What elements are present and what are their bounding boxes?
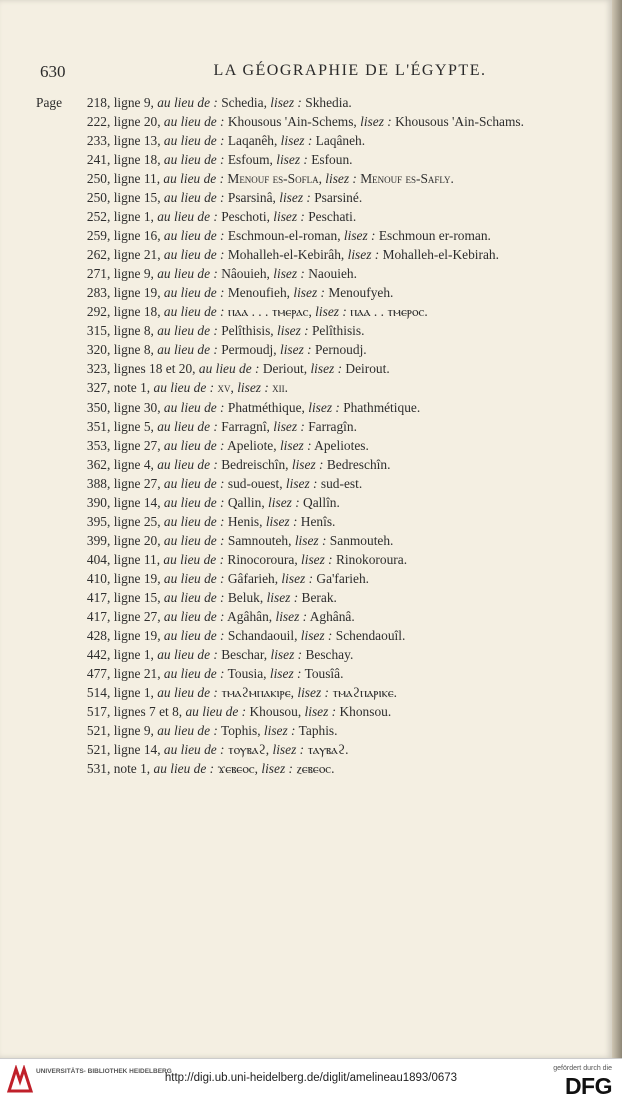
errata-page-number: 395 — [86, 513, 107, 529]
errata-page-number: 353 — [86, 437, 107, 453]
errata-page-number: 417 — [86, 608, 107, 624]
errata-text: Pernoudj. — [311, 342, 367, 358]
errata-phrase: lisez : — [360, 114, 392, 130]
errata-phrase: lisez : — [275, 608, 308, 624]
errata-text: Tousîâ. — [301, 665, 344, 681]
errata-text: , ligne 15, — [107, 190, 164, 206]
errata-page-number: 250 — [86, 171, 107, 187]
errata-text: Tophis, — [217, 723, 264, 739]
errata-text: , ligne 9, — [107, 723, 158, 739]
errata-text: ⲧⲙⲁϩⲡⲁⲣⲓⲕⲉ. — [328, 684, 398, 700]
errata-phrase: au lieu de : — [163, 304, 225, 320]
errata-text: Phathmétique. — [339, 399, 421, 415]
errata-phrase: lisez : — [270, 646, 303, 662]
errata-text: Taphis. — [295, 723, 338, 739]
errata-text: , ligne 1, — [107, 646, 158, 662]
errata-line — [36, 283, 556, 302]
errata-text: Eschmoun-el-roman, — [224, 228, 344, 244]
errata-phrase: lisez : — [325, 171, 357, 187]
errata-page-number: 410 — [86, 570, 107, 586]
errata-phrase: au lieu de : — [163, 228, 225, 244]
errata-text: , ligne 13, — [107, 133, 164, 149]
errata-text: , ligne 8, — [107, 342, 158, 358]
errata-text: Menouf es-Sofla — [227, 171, 319, 187]
errata-page-number: 252 — [86, 209, 107, 225]
errata-line — [36, 531, 556, 550]
errata-text: Qallin, — [224, 494, 269, 510]
errata-list — [36, 93, 556, 778]
errata-text: , ligne 8, — [107, 323, 158, 339]
errata-phrase: lisez : — [273, 418, 305, 434]
errata-line — [36, 359, 556, 378]
errata-phrase: au lieu de : — [163, 551, 225, 567]
errata-text: Phatméthique, — [224, 399, 309, 415]
errata-phrase: lisez : — [272, 742, 305, 758]
errata-line — [36, 188, 556, 207]
errata-text: Skhedia. — [301, 95, 352, 110]
errata-phrase: lisez : — [293, 285, 325, 301]
errata-phrase: au lieu de : — [163, 171, 225, 187]
errata-text: Schandaouil, — [224, 627, 301, 643]
errata-text: Rinocoroura, — [224, 551, 302, 567]
errata-text: , ligne 16, — [107, 228, 164, 244]
errata-line — [36, 321, 556, 340]
errata-phrase: au lieu de : — [185, 704, 247, 719]
errata-text: Nâouieh, — [217, 266, 274, 282]
errata-line — [36, 112, 556, 131]
errata-phrase: au lieu de : — [163, 247, 225, 263]
errata-line — [36, 740, 556, 759]
errata-phrase: lisez : — [273, 266, 305, 282]
errata-text: Khousous 'Ain-Schams. — [391, 114, 524, 130]
errata-text: , ligne 14, — [107, 494, 164, 510]
errata-text: Deriout, — [259, 361, 311, 377]
errata-phrase: lisez : — [315, 304, 347, 320]
errata-text: Menoufyeh. — [324, 285, 394, 301]
errata-text: xv — [217, 380, 231, 396]
errata-phrase: au lieu de : — [163, 152, 225, 168]
errata-text: . — [450, 171, 454, 187]
errata-line — [36, 169, 556, 188]
errata-phrase: lisez : — [279, 437, 312, 453]
errata-phrase: au lieu de : — [163, 608, 225, 624]
errata-text: , ligne 19, — [107, 285, 164, 301]
errata-page-number: 404 — [86, 551, 107, 567]
errata-text: xii — [272, 380, 285, 396]
errata-phrase: lisez : — [276, 152, 308, 168]
errata-page-number: 250 — [86, 190, 107, 206]
errata-page-number: 218 — [86, 95, 107, 110]
errata-phrase: au lieu de : — [163, 665, 225, 681]
errata-text: Beschar, — [217, 646, 271, 662]
errata-page-number: 327 — [86, 380, 107, 396]
errata-text: , — [318, 171, 326, 187]
errata-text: Sanmouteh. — [326, 532, 394, 548]
errata-phrase: lisez : — [343, 228, 376, 244]
errata-text: , ligne 25, — [107, 513, 164, 529]
errata-text: Qallîn. — [299, 494, 340, 510]
errata-text: , ligne 27, — [107, 475, 164, 491]
errata-text: , ligne 21, — [107, 247, 164, 263]
errata-line — [36, 226, 556, 245]
errata-page-number: 233 — [86, 133, 107, 149]
errata-line — [36, 245, 556, 264]
errata-phrase: lisez : — [270, 95, 302, 110]
running-title: LA GÉOGRAPHIE DE L'ÉGYPTE. — [213, 62, 487, 79]
page-header — [40, 62, 580, 86]
errata-line — [36, 264, 556, 283]
errata-text: Schendaouîl. — [332, 627, 406, 643]
errata-phrase: au lieu de : — [163, 190, 225, 206]
errata-text: Menouf es-Safly — [360, 171, 451, 187]
errata-text: Laqanêh, — [224, 133, 281, 149]
errata-text: , — [230, 380, 238, 396]
errata-text: Farragîn. — [304, 418, 357, 434]
errata-phrase: au lieu de : — [163, 532, 225, 548]
errata-text: Apeliote, — [224, 437, 280, 453]
errata-line — [36, 93, 556, 112]
dfg-logo: DFG — [564, 1073, 612, 1099]
errata-phrase: lisez : — [279, 190, 311, 206]
errata-text: Beschay. — [302, 646, 354, 662]
errata-text: , ligne 20, — [107, 532, 164, 548]
errata-text: , ligne 18, — [107, 152, 164, 168]
errata-line — [36, 455, 556, 474]
errata-line — [36, 302, 556, 321]
errata-text: , ligne 9, — [107, 95, 158, 110]
errata-page-number: 388 — [86, 475, 107, 491]
errata-page-number: 259 — [86, 228, 107, 244]
errata-phrase: au lieu de : — [157, 209, 218, 225]
errata-text: Esfoum, — [224, 152, 277, 168]
errata-text: , ligne 27, — [107, 608, 164, 624]
errata-text: ⲡⲁⲁ . . ⲧⲙⲉⲣⲟⲥ. — [346, 304, 428, 320]
errata-phrase: lisez : — [277, 323, 309, 339]
errata-phrase: au lieu de : — [163, 589, 225, 605]
errata-text: Naouieh. — [304, 266, 357, 282]
errata-text: , ligne 18, — [107, 304, 164, 320]
errata-page-number: 417 — [86, 589, 107, 605]
errata-text: Agâhân, — [224, 608, 276, 624]
errata-phrase: lisez : — [308, 399, 340, 415]
errata-phrase: au lieu de : — [163, 494, 225, 510]
errata-page-number: 477 — [86, 665, 107, 681]
errata-phrase: au lieu de : — [163, 627, 225, 643]
errata-text: Eschmoun er-roman. — [375, 228, 491, 244]
errata-text: , ligne 27, — [107, 437, 164, 453]
errata-phrase: au lieu de : — [163, 285, 225, 301]
errata-text: Psarsiné. — [310, 190, 363, 206]
errata-phrase: au lieu de : — [157, 456, 218, 472]
errata-phrase: au lieu de : — [163, 513, 225, 529]
errata-text: , ligne 15, — [107, 589, 164, 605]
library-name: UNIVERSITÄTS- BIBLIOTHEK HEIDELBERG — [36, 1068, 172, 1075]
errata-phrase: lisez : — [280, 133, 313, 149]
errata-line — [36, 378, 556, 397]
errata-text: Apeliotes. — [311, 437, 369, 453]
errata-phrase: lisez : — [265, 513, 298, 529]
errata-text: Henis, — [224, 513, 266, 529]
errata-text: ϫⲉⲃⲉⲟⲥ, — [214, 761, 262, 777]
errata-line — [36, 150, 556, 169]
errata-text: , ligne 14, — [107, 742, 164, 758]
errata-text: Permoudj, — [217, 342, 280, 358]
errata-page-number: 351 — [86, 418, 107, 434]
errata-text: Farragnî, — [217, 418, 274, 434]
errata-text: Schedia, — [217, 95, 271, 110]
footer-bar — [0, 1058, 622, 1103]
errata-phrase: au lieu de : — [157, 323, 218, 339]
errata-phrase: au lieu de : — [157, 723, 218, 739]
errata-phrase: lisez : — [294, 532, 327, 548]
funder-note: gefördert durch die — [553, 1065, 612, 1072]
errata-page-number: 241 — [86, 152, 107, 168]
errata-text: , ligne 11, — [107, 551, 164, 567]
errata-text: Peschati. — [304, 209, 357, 225]
errata-phrase: au lieu de : — [163, 399, 225, 415]
errata-text: , ligne 1, — [107, 209, 158, 225]
errata-page-number: 320 — [86, 342, 107, 358]
errata-line — [36, 550, 556, 569]
errata-text: . — [284, 380, 289, 396]
errata-phrase: lisez : — [279, 342, 312, 358]
errata-text: Gâfarieh, — [224, 570, 282, 586]
errata-line — [36, 569, 556, 588]
errata-phrase: lisez : — [261, 761, 293, 777]
page-edge — [612, 0, 622, 1058]
errata-text: Mohalleh-el-Kebirâh, — [224, 247, 348, 263]
errata-text: ⲧⲁⲩⲃⲁϩ. — [304, 742, 349, 758]
errata-text: Ga'farieh. — [313, 570, 369, 586]
errata-text: , ligne 4, — [107, 456, 158, 472]
errata-text: Esfoun. — [307, 152, 353, 168]
errata-text: ⲧⲟⲩⲃⲁϩ, — [224, 742, 273, 758]
errata-line — [36, 207, 556, 226]
errata-page-number: 531 — [86, 761, 107, 777]
errata-text: , ligne 5, — [107, 418, 158, 434]
errata-text: Peschoti, — [217, 209, 274, 225]
errata-phrase: au lieu de : — [157, 684, 218, 700]
errata-phrase: au lieu de : — [153, 761, 215, 777]
errata-page-number: 521 — [86, 723, 107, 739]
errata-text: Psarsinâ, — [224, 190, 280, 206]
errata-text: , ligne 19, — [107, 627, 164, 643]
errata-phrase: lisez : — [304, 704, 337, 719]
errata-page-number: 271 — [86, 266, 107, 282]
errata-text: Berak. — [298, 589, 337, 605]
errata-page-number: 514 — [86, 684, 107, 700]
errata-text: Bedreischîn, — [217, 456, 292, 472]
errata-page-number: 428 — [86, 627, 107, 643]
errata-page-number: 283 — [86, 285, 107, 301]
errata-page-number: 517 — [86, 704, 107, 719]
page-number: 630 — [40, 62, 66, 81]
errata-text: , lignes 7 et 8, — [107, 704, 186, 719]
errata-text: Deirout. — [342, 361, 390, 377]
errata-line — [36, 398, 556, 417]
errata-line — [36, 626, 556, 645]
errata-phrase: au lieu de : — [157, 342, 218, 358]
errata-phrase: au lieu de : — [157, 646, 218, 662]
errata-text: Khousous 'Ain-Schems, — [224, 114, 361, 130]
errata-line — [36, 493, 556, 512]
errata-line — [36, 759, 556, 778]
errata-text: , ligne 19, — [107, 570, 164, 586]
errata-text: Tousia, — [224, 665, 270, 681]
errata-text: , ligne 20, — [107, 114, 164, 130]
errata-page-number: 262 — [86, 247, 107, 263]
errata-page-number: 521 — [86, 742, 107, 758]
errata-text: Mohalleh-el-Kebirah. — [379, 247, 499, 263]
errata-line — [36, 436, 556, 455]
errata-phrase: au lieu de : — [163, 437, 225, 453]
errata-line — [36, 721, 556, 740]
errata-line — [36, 664, 556, 683]
errata-phrase: lisez : — [268, 494, 300, 510]
errata-text: Henîs. — [297, 513, 336, 529]
errata-line — [36, 702, 556, 721]
errata-text: , note 1, — [107, 380, 154, 396]
errata-phrase: lisez : — [237, 380, 269, 396]
errata-line — [36, 607, 556, 626]
errata-line — [36, 645, 556, 664]
errata-phrase: au lieu de : — [153, 380, 215, 396]
errata-text: ⲧⲙⲁϩⲙⲡⲁⲕⲓⲣⲉ, — [217, 684, 298, 700]
errata-text: Khousou, — [246, 704, 305, 719]
errata-text: Bedreschîn. — [323, 456, 391, 472]
errata-phrase: lisez : — [281, 570, 314, 586]
errata-text: , note 1, — [107, 761, 154, 777]
errata-phrase: au lieu de : — [157, 95, 218, 110]
errata-phrase: lisez : — [347, 247, 380, 263]
errata-phrase: lisez : — [285, 475, 318, 491]
errata-prefix: Page — [36, 95, 63, 110]
errata-text: ⲡⲁⲁ . . . ⲧⲙⲉⲣⲁⲥ, — [224, 304, 316, 320]
errata-page-number: 399 — [86, 532, 107, 548]
errata-phrase: au lieu de : — [157, 418, 218, 434]
errata-text: , lignes 18 et 20, — [107, 361, 199, 377]
errata-text: ⲍⲉⲃⲉⲟⲥ. — [292, 761, 335, 777]
errata-phrase: lisez : — [266, 589, 299, 605]
errata-text: , ligne 21, — [107, 665, 164, 681]
errata-page-number: 315 — [86, 323, 107, 339]
errata-line — [36, 131, 556, 150]
errata-phrase: lisez : — [269, 665, 302, 681]
errata-phrase: au lieu de : — [198, 361, 260, 377]
errata-page-number: 350 — [86, 399, 107, 415]
errata-page-number: 390 — [86, 494, 107, 510]
errata-phrase: au lieu de : — [163, 742, 225, 758]
errata-text: , ligne 11, — [107, 171, 164, 187]
errata-phrase: lisez : — [273, 209, 305, 225]
errata-phrase: lisez : — [297, 684, 329, 700]
errata-text: Beluk, — [224, 589, 267, 605]
errata-phrase: lisez : — [263, 723, 296, 739]
digital-url-link[interactable]: http://digi.ub.uni-heidelberg.de/diglit/amelineau1893/0673 — [164, 1072, 458, 1084]
errata-text: Pelîthisis, — [217, 323, 277, 339]
errata-text: Aghânâ. — [307, 608, 355, 624]
errata-text: Khonsou. — [336, 704, 392, 719]
errata-page-number: 442 — [86, 646, 107, 662]
errata-page-number: 292 — [86, 304, 107, 320]
errata-text: Menoufieh, — [224, 285, 294, 301]
errata-text: Samnouteh, — [224, 532, 295, 548]
errata-phrase: lisez : — [291, 456, 324, 472]
errata-phrase: lisez : — [300, 627, 333, 643]
errata-page-number: 362 — [86, 456, 107, 472]
errata-text: Pelîthisis. — [308, 323, 365, 339]
errata-phrase: lisez : — [310, 361, 343, 377]
errata-phrase: au lieu de : — [163, 570, 225, 586]
errata-line — [36, 683, 556, 702]
errata-line — [36, 512, 556, 531]
errata-phrase: lisez : — [301, 551, 333, 567]
errata-text: sud-ouest, — [224, 475, 286, 491]
errata-text: , ligne 9, — [107, 266, 158, 282]
errata-line — [36, 588, 556, 607]
errata-phrase: au lieu de : — [163, 114, 225, 130]
errata-text: , ligne 30, — [107, 399, 164, 415]
errata-text: Rinokoroura. — [332, 551, 408, 567]
errata-phrase: au lieu de : — [163, 133, 225, 149]
errata-phrase: au lieu de : — [163, 475, 225, 491]
errata-page-number: 323 — [86, 361, 107, 377]
errata-text: sud-est. — [317, 475, 363, 491]
errata-text: Laqâneh. — [312, 133, 366, 149]
errata-line — [36, 474, 556, 493]
errata-line — [36, 417, 556, 436]
errata-phrase: au lieu de : — [157, 266, 218, 282]
errata-page-number: 222 — [86, 114, 107, 130]
errata-line — [36, 340, 556, 359]
errata-text: , ligne 1, — [107, 684, 158, 700]
